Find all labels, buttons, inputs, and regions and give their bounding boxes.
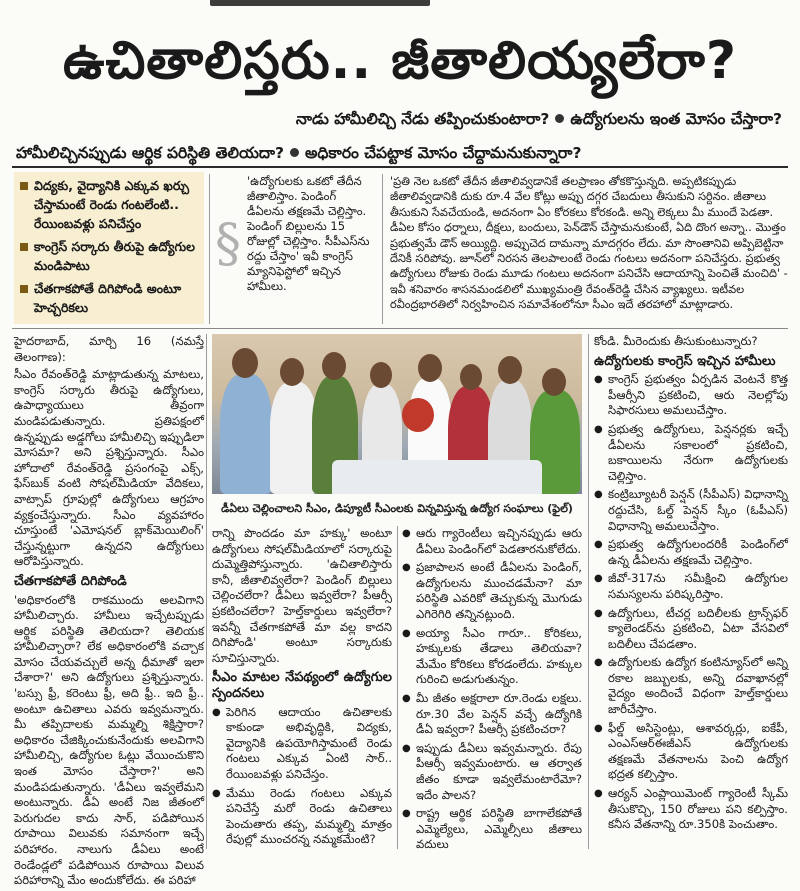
responses-list xyxy=(212,705,392,848)
deck-line-2-part-2: అధికారం చేపట్టాక మోసం చేద్దామనుకున్నారా? xyxy=(305,144,582,162)
quote-box xyxy=(215,174,375,324)
column-divider xyxy=(588,334,589,849)
list-item: ● ఉద్యోగులు, టీచర్ల బదిలీలకు ట్రాన్స్‌ఫర్‌ క్యాలెండర్‌ను ప్రకటించి, ఏటా వేసవిలో బదిలీలు చేపడతాం. xyxy=(594,606,788,653)
headline: ఉచితాలిస్తరు.. జీతాలియ్యలేరా? xyxy=(62,31,738,91)
bullet-dot-icon xyxy=(555,114,564,123)
person-figure xyxy=(270,382,318,494)
list-item: ● ఫీల్డ్‌ అసిస్టెంట్లు, ఆశావర్కర్లు, ఐకేపీ, ఎంఎస్‌ఆర్‌ఈజీఎస్‌ ఉద్యోగులకు తక్షణమే వేతనాలను పెంచి ఉద్యోగ భద్రత కల్పిస్తాం. xyxy=(594,721,788,783)
deck-line-2-part-1: హామీలిచ్చినప్పుడు ఆర్థిక పరిస్థితి తెలియదా? xyxy=(16,144,285,162)
deck-line-2 xyxy=(16,144,581,166)
responses-list xyxy=(402,526,582,853)
paragraph: రాన్ని పొందడం మా హక్కు' అంటూ ఉద్యోగులు సోషల్‌మీడియాలో సర్కారుపై దుమ్మెత్తిపోస్తున్నారు. 'ఉచితాలిస్తారు కానీ, జీతాలివ్వలేరా? పెండింగ్‌ బిల్లులు చెల్లించలేరా? డీఏలు ఇవ్వలేరా? పీఆర్సీ ప్రకటించలేరా? హెల్త్‌కార్డులు ఇవ్వలేరా? ఇవన్నీ చేతగాకపోతే మా వల్ల కాదని దిగిపోండి' అంటూ సర్కారుకు సూచిస్తున్నారు. xyxy=(212,526,392,665)
list-item: ● ప్రభుత్వ ఉద్యోగులు, పెన్షనర్లకు ఇచ్చే డీఏలను సకాలంలో ప్రకటించి, బకాయిలను నేరుగా ఉద్యోగులకు చెల్లిస్తాం. xyxy=(594,422,788,484)
person-head xyxy=(542,368,566,396)
column-4 xyxy=(594,334,788,836)
column-divider xyxy=(382,174,383,324)
person-head xyxy=(418,354,442,382)
photo-caption: డీఏలు చెల్లించాలని సీఎం, డిప్యూటీ సీఎంలకు విన్నవిస్తున్న ఉద్యోగ సంఘాలు (ఫైల్‌) xyxy=(221,502,573,515)
person-head xyxy=(498,356,522,384)
list-item: ● కాంగ్రెస్‌ ప్రభుత్వం ఏర్పడిన వెంటనే కొత్త పీఆర్సీని ప్రకటించి, ఆరు నెలల్లోపు సిఫారసులు అమలుచేస్తాం. xyxy=(594,372,788,419)
list-item: ● ఆర్యన్‌ ఎంప్లాయిమెంట్‌ గ్యారెంటీ స్కీమ్‌ తీసుకొచ్చి, 150 రోజులు పని కల్పిస్తాం. కనీస వేతనాన్ని రూ.350కి పెంచుతాం. xyxy=(594,786,788,833)
list-item: ● ఉద్యోగులకు ఉద్యోగ కంటిన్యూస్‌లో అన్ని రకాల జబ్బులకు, అన్ని దవాఖానల్లో వైద్యం అందించే విధంగా హెల్త్‌కార్డులు జారీచేస్తాం. xyxy=(594,655,788,717)
list-item: ● మేము రెండు గంటలు ఎక్కువ పనిచేస్తే మరో రెండు ఉచితాలు పెంచుతారు తప్ప, మమ్మల్ని మాత్రం రేపుల్లో ముంచరన్న నమ్మకమేంటి? xyxy=(212,786,392,848)
deck-line-1-part-2: ఉద్యోగులను ఇంత మోసం చేస్తారా? xyxy=(570,110,782,128)
column-2 xyxy=(212,526,392,851)
highlight-text: కాంగ్రెస్‌ సర్కారు తీరుపై ఉద్యోగుల మండిపాటు xyxy=(34,239,195,273)
deck-rule xyxy=(12,166,788,168)
column-1 xyxy=(14,334,204,891)
column-divider xyxy=(209,174,210,324)
paragraph: కోండి. మీరెందుకు తీసుకుంటున్నారు? xyxy=(594,334,758,348)
list-item: ● జీవో-317ను సమీక్షించి ఉద్యోగుల సమస్యలను పరిష్కరిస్తాం. xyxy=(594,571,788,602)
highlight-text: చేతగాకపోతే దిగిపోండి అంటూ హెచ్చరికలు xyxy=(34,281,182,315)
subheading: చేతగాకపోతే దిగిపోండి xyxy=(14,573,127,589)
column-3 xyxy=(402,526,582,856)
subheading: ఉద్యోగులకు కాంగ్రెస్‌ ఇచ్చిన హామీలు xyxy=(594,353,776,369)
highlights-box xyxy=(14,172,204,324)
person-head xyxy=(280,358,304,386)
square-bullet-icon xyxy=(20,243,28,251)
paragraph: సీఎం రేవంత్‌రెడ్డి మాట్లాడుతున్న మాటలు, కాంగ్రెస్‌ సర్కారు తీరుపై ఉద్యోగులు, ఉపాధ్యాయులు తీవ్రంగా మండిపడుతున్నారు. ప్రతిపక్షంలో ఉన్నప్పుడు అడ్డగోలు హామీలిచ్చి ఇప్పుడిలా మోసమా? అని ప్రశ్నిస్తున్నారు. సీఎం హోదాలో రేవంత్‌రెడ్డి ప్రసంగంపై ఎక్స్‌, ఫేస్‌బుక్‌ వంటి సోషల్‌మీడియా వేదికలు, వాట్సాప్‌ గ్రూపుల్లో ఉద్యోగులు ఆగ్రహం వ్యక్తంచేస్తున్నారు. సీఎం వ్యవహారం చూస్తుంటే 'ఎమోషనల్‌ బ్లాక్‌మెయిలింగ్‌' చేస్తున్నట్టుగా ఉన్నదని ఉద్యోగులు ఆరోపిస్తున్నారు. xyxy=(14,367,204,569)
table xyxy=(332,460,542,494)
list-item: ● ప్రజాపాలన అంటే డీఏలను పెండింగ్‌, ఉద్యోగులను ముంచడమేనా? మా పరిస్థితి ఎవరికో తెచ్చుకున్న మొగుడు ఎగిరెగిరి తన్నినట్లుంది. xyxy=(402,560,582,622)
square-bullet-icon xyxy=(20,182,28,190)
news-photo xyxy=(212,334,582,494)
bullet-dot-icon xyxy=(290,148,299,157)
deck-line-1-part-1: నాడు హామీలిచ్చి నేడు తప్పించుకుంటారా? xyxy=(295,110,550,128)
column-divider xyxy=(206,334,207,849)
column-divider xyxy=(397,526,398,849)
person-head xyxy=(232,348,258,378)
quote-text: 'ఉద్యోగులకు ఒకటో తేదీన జీతాలిస్తాం. పెండింగ్‌ డీఏలను తక్షణమే చెల్లిస్తాం. పెండింగ్‌ బిల్లులను 15 రోజుల్లో చెల్లిస్తాం. సీపీఎస్‌ను రద్దు చేస్తాం' ఇవీ కాంగ్రెస్‌ మ్యానిఫెస్టోలో ఇచ్చిన హామీలు. xyxy=(247,174,370,293)
highlight-item xyxy=(20,176,198,233)
list-item: ● ఆరు గ్యారెంటీలు ఇచ్చినప్పుడు ఆరు డీఏలు పెండింగ్‌లో పెడతారనుకోలేదు. xyxy=(402,526,582,557)
promises-list xyxy=(594,372,788,833)
quote-mark-icon: § xyxy=(215,214,241,274)
list-item: ● కంట్రిబ్యూటరీ పెన్షన్‌ (సీపీఎస్‌) విధానాన్ని రద్దుచేసి, ఓల్డ్‌ పెన్షన్‌ స్కీం (ఓపీఎస్‌) విధానాన్ని అమలుచేస్తాం. xyxy=(594,487,788,534)
person-figure xyxy=(220,374,272,494)
intro-paragraph: 'ప్రతి నెల ఒకటో తేదీన జీతాలివ్వడానికే తలప్రాణం తోకకొస్తున్నది. అప్పటికప్పుడు జీతాలివ్వడానికి దుకు రూ.4 వేల కోట్లు అప్పు దగ్గర చేబదులు తీసుకుని సర్దినం. జీతాలు తీసుకుని సేవచేయండి, అదనంగా ఏం కోరకలు కోరకండి. అన్ని లెక్కలు మీ ముందే పెడతా. డీఏల కోసం ధర్నాలు, దీక్షలు, బందులు, పెన్‌డౌన్‌ చేస్తామనుకుంటే, ఏది దొంగ అన్నా.. మొత్తం ప్రభుత్వమే డౌన్‌ అయ్యిద్ది. అప్పుచెద దామన్నా మాదగ్గరం లేదు. మా సొంతానివి అప్పిబెట్టినా దేనికీ సరిపోవు. జూన్‌లో నిరసన తెలపాలంటే రెండు గంటలు అదనంగా పనిచేస్తరు. ప్రభుత్వ ఉద్యోగులు రోజుకు రెండు మూడు గంటలు అదనంగా పనిచేసి ఆదాయాన్ని పెంచితే మంచిది' - ఇవీ శనివారం శాసనమండలిలో ముఖ్యమంత్రి రేవంత్‌రెడ్డి చేసిన వ్యాఖ్యలు. ఇటీవల రవీంద్రభారతిలో నిర్వహించిన సమావేశంలోనూ సీఎం ఇదే తరహాలో మాట్లాడారు. xyxy=(390,175,788,312)
section-rule xyxy=(12,328,788,329)
list-item: ● ఇప్పుడు డీఏలు ఇవ్వమన్నారు. రేపు పీఆర్సీ ఇవ్వమంటారు. ఆ తర్వాత జీతం కూడా ఇవ్వలేమంటారేమో? ఇదేం పాలన? xyxy=(402,741,582,803)
highlight-text: విద్యకు, వైద్యానికి ఎక్కువ ఖర్చు చేస్తామంటే రెండు గంటలేంటి.. రేయింబవళ్లు పనిచేస్తం xyxy=(34,178,190,231)
list-item: ● మీ జీతం అక్షరాలా రూ.రెండు లక్షలు. రూ.30 వేల పెన్షన్‌ వచ్చే ఉద్యోగికి డీఏ ఇవ్వరా? పీఆర్సీ ప్రకటించరా? xyxy=(402,691,582,738)
paragraph: 'అధికారంలోకి రాకముందు అలవిగాని హామీలిచ్చారు. హామీలు ఇచ్చేటప్పుడు ఆర్థిక పరిస్థితి తెలియదా? తెలియక హామీలిచ్చారా? లేక అధికారంలోకి వచ్చాక మోసం చేయవచ్చులే అన్న ధీమాతో ఇలా చేశారా?' అని ఉద్యోగులు ప్రశ్నిస్తున్నారు. 'బస్సు ఫ్రీ, కరెంటు ఫ్రీ, అది ఫ్రీ.. ఇది ఫ్రీ.. అంటూ ఉచితాలు ఎవరు ఇవ్వమన్నారు. మీ తప్పిదాలకు మమ్మల్ని శిక్షిస్తారా? అధికారం చేజిక్కించుకునేందుకు అలవిగాని హామీలిచ్చి, ఉద్యోగుల ఓట్లు వేయించుకొని ఇంత మోసం చేస్తారా?' అని మండిపడుతున్నారు. 'డీఏలు ఇవ్వలేమని అంటున్నారు. డీఏ అంటే నిజ జీతంలో పెరుగుదల కాదు సార్‌, పడిపోయిన రూపాయి విలువకు సమానంగా ఇచ్చే పరిహారం. నాలుగు డీఏలు అంటే రెండేండ్లలో పడిపోయిన రూపాయి విలువ పరిహారాన్ని మేం అందుకోలేదు. ఈ పరిహా xyxy=(14,592,204,888)
list-item: ● రాష్ట్ర ఆర్థిక పరిస్థితి బాగాలేకపోతే ఎమ్మెల్యేలు, ఎమ్మెల్సీలు జీతాలు వదులు xyxy=(402,806,582,853)
deck-line-1 xyxy=(296,110,782,132)
list-item: ● అయ్యా సీఎం గారూ.. కోరికలు, హక్కులకు తేడాలు తెలియవా? మేమేం కోరికలు కోరడంలేదు. హక్కుల గురించి అడుగుతున్నం. xyxy=(402,626,582,688)
highlight-item xyxy=(20,237,198,275)
highlight-item xyxy=(20,279,198,317)
top-strip xyxy=(0,0,800,14)
masthead-fragment xyxy=(210,0,430,6)
bouquet xyxy=(402,398,434,432)
list-item: ● పెరిగిన ఆదాయం ఉచితాలకు కాకుండా అభివృద్ధికి, విద్యకు, వైద్యానికి ఉపయోగిస్తామంటే రెండు గంటలు ఎక్కువ ఏంటి సార్‌.. రేయింబవళ్లు పనిచేస్తం. xyxy=(212,705,392,783)
person-head xyxy=(460,364,482,390)
person-head xyxy=(322,352,346,380)
person-head xyxy=(370,362,392,388)
dateline: హైదరాబాద్‌, మార్చి 16 (నమస్తే తెలంగాణ): xyxy=(14,334,204,364)
subheading: సీఎం మాటల నేపథ్యంలో ఉద్యోగుల స్పందనలు xyxy=(212,670,392,701)
square-bullet-icon xyxy=(20,285,28,293)
list-item: ● ప్రభుత్వ ఉద్యోగులందరికీ పెండింగ్‌లో ఉన్న డీఏలను తక్షణమే చెల్లిస్తాం. xyxy=(594,537,788,568)
